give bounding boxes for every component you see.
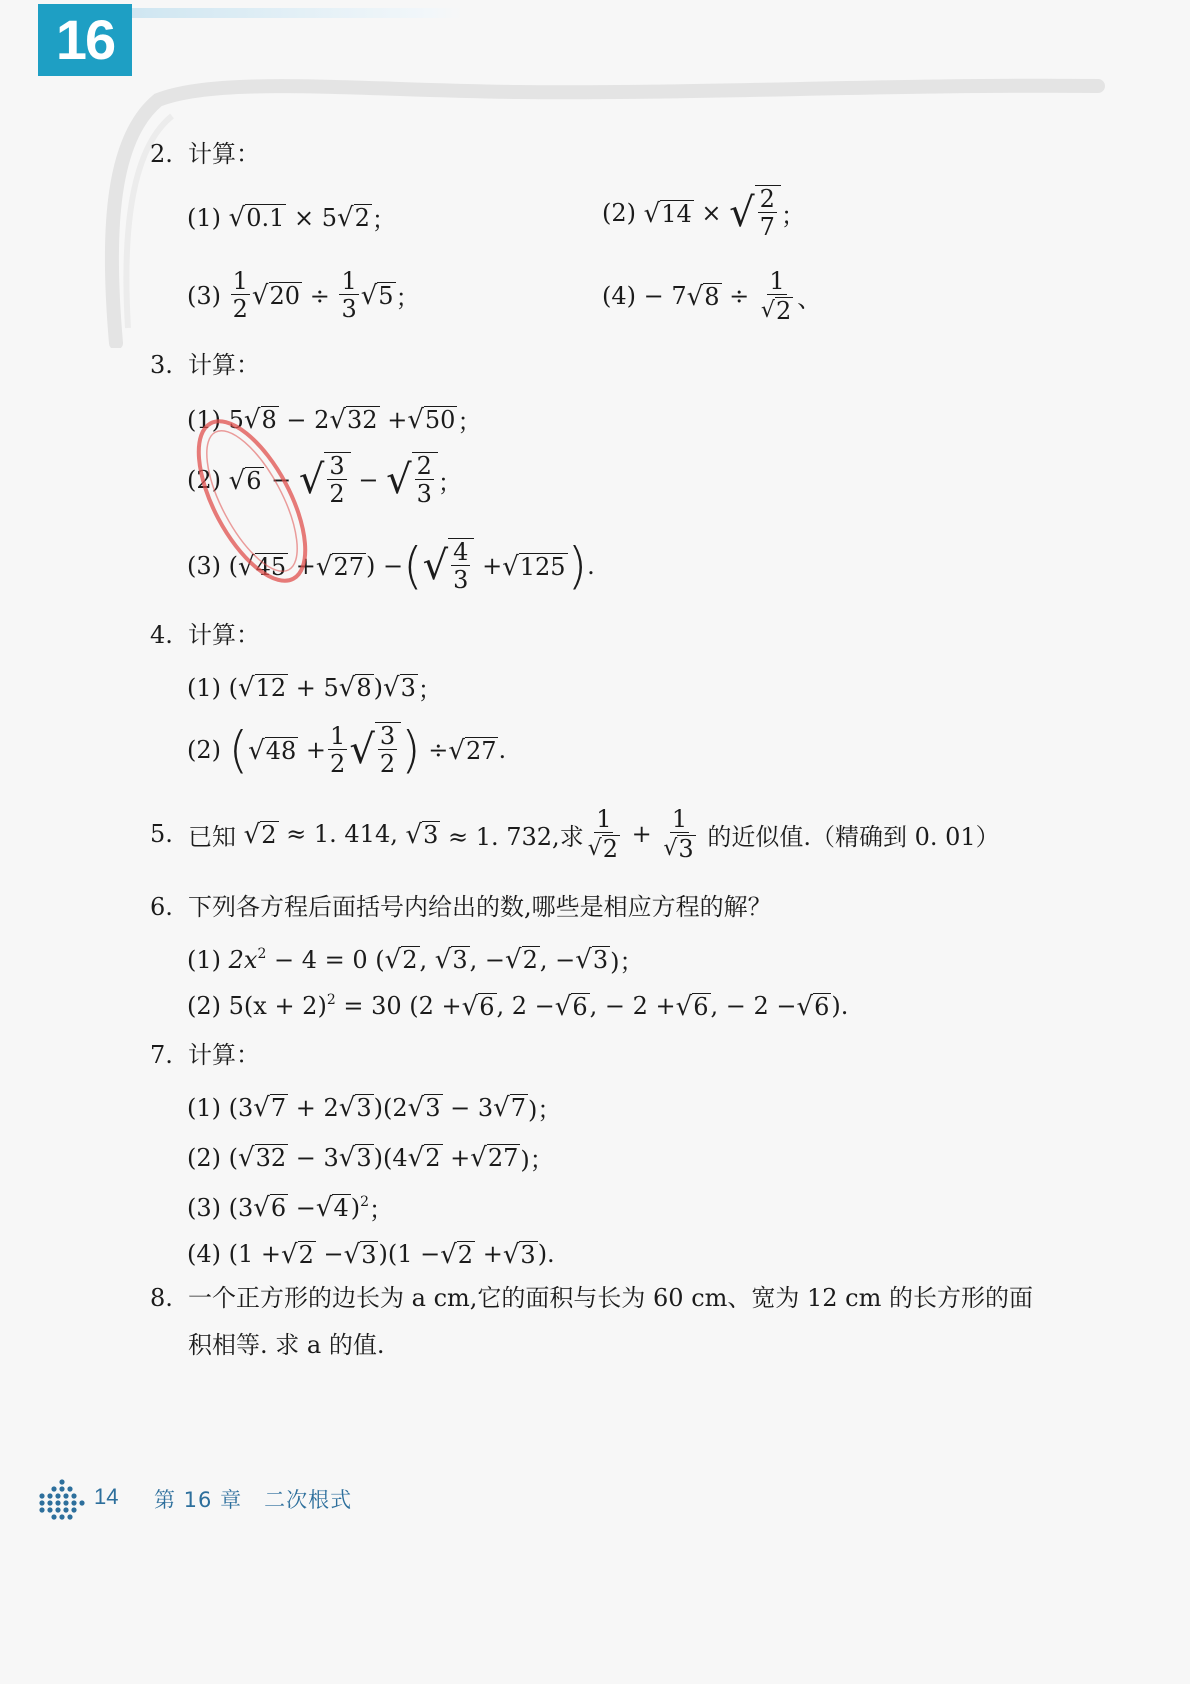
part-label: (2) xyxy=(187,466,221,494)
exercise-2-heading xyxy=(150,139,260,169)
exercise-7-part-3: (3) (3 √ 6 − √ 4 ) 2 ； xyxy=(187,1193,394,1224)
exercise-8: 8. 一个正方形的边长为 a cm,它的面积与长为 60 cm、宽为 12 cm 的长方形的面 xyxy=(150,1284,1034,1312)
exercise-2-part-2: (2) √ 14 × √ $\frac{2}{7}$ ； xyxy=(602,185,805,241)
sqrt-expression: √ 2 xyxy=(337,203,370,233)
dots-decoration-icon xyxy=(38,1478,86,1524)
sqrt-fraction: √ $\frac{2}{3}$ xyxy=(386,452,438,508)
exercise-3-part-1: (1) 5 √ 8 − 2 √ 32 + √ 50 ； xyxy=(187,405,482,436)
part-label: (3) xyxy=(187,1193,221,1222)
fraction: $\frac{1}{2}$ xyxy=(232,267,248,323)
exercise-5: 5. 已知 √ 2 ≈ 1. 414, √ 3 ≈ 1. 732,求 1 √ 2 + 1 √ 3 的近似值.（精确到 0. 01） xyxy=(150,805,1000,863)
part-label: (2) xyxy=(602,199,636,227)
part-label: (2) xyxy=(187,736,221,764)
part-label: (1) xyxy=(187,945,221,974)
exercise-3-part-2: (2) √ 6 − √ $\frac{3}{2}$ − √ $\frac{2}{3}$ ； xyxy=(187,452,462,508)
exercise-2-part-3: (3) $\frac{1}{2}$ √ 20 ÷ $\frac{1}{3}$ √ 5 ； xyxy=(187,267,420,323)
part-label: (1) xyxy=(187,203,221,232)
exercise-8-line-2: 积相等. 求 a 的值. xyxy=(188,1331,385,1359)
sqrt-expression: √ 8 xyxy=(686,281,720,312)
fraction: 1 √ 2 xyxy=(587,805,618,863)
sqrt-fraction: √ $\frac{4}{3}$ xyxy=(423,538,475,594)
exercise-7-part-1: (1) (3 √ 7 + 2 √ 3 )(2 √ 3 − 3 √ 7 )； xyxy=(187,1093,562,1124)
exercise-6-heading: 6. 下列各方程后面括号内给出的数,哪些是相应方程的解？ xyxy=(150,893,772,921)
part-label: (4) xyxy=(187,1240,221,1268)
chapter-badge: 16 xyxy=(38,4,132,76)
exercise-3-part-3: (3) ( √ 45 + √ 27 ) − ( √ $\frac{4}{3}$ + √ 125 ) . xyxy=(187,537,595,595)
exercise-4-part-1: (1) ( √ 12 + 5 √ 8 ) √ 3 ； xyxy=(187,673,442,704)
sqrt-expression: √ 20 xyxy=(251,281,301,311)
header-band xyxy=(132,8,462,18)
exercise-6-part-2: (2) 5(x + 2) 2 = 30 (2 + √ 6 , 2 − √ 6 , − 2 + √ 6 , − 2 − √ 6 ). xyxy=(187,991,849,1022)
sqrt-expression: √ 0.1 xyxy=(228,203,285,233)
exercise-4-heading: 4. 计算： xyxy=(150,621,260,649)
exercise-7-heading: 7. 计算： xyxy=(150,1041,260,1069)
part-label: (1) xyxy=(187,673,221,702)
part-label: (4) xyxy=(602,282,636,310)
exercise-6-part-1: (1) 2x 2 − 4 = 0 ( √ 2 , √ 3 , − √ 2 , − √ 3 )； xyxy=(187,945,644,976)
part-label: (3) xyxy=(187,281,221,310)
fraction: $\frac{1}{2}$ xyxy=(330,721,346,778)
part-label: (2) xyxy=(187,1143,221,1172)
exercise-2-part-1: (1) √ 0.1 × 5 √ 2 ； xyxy=(187,203,396,234)
exercise-prompt: 计算： xyxy=(188,140,260,168)
part-label: (1) xyxy=(187,1093,221,1122)
page-number: 14 xyxy=(94,1484,119,1509)
chapter-title: 第 16 章 二次根式 xyxy=(154,1488,353,1512)
sqrt-fraction: √ $\frac{3}{2}$ xyxy=(349,722,401,778)
sqrt-expression: √ 14 xyxy=(643,198,692,229)
exercise-2-part-4: (4) − 7 √ 8 ÷ 1 √ 2 、 xyxy=(602,267,822,325)
part-label: (3) xyxy=(187,552,221,580)
page-footer xyxy=(38,1478,438,1528)
part-label: (1) xyxy=(187,405,221,434)
exercise-3-heading: 3. 计算： xyxy=(150,351,260,379)
exercise-7-part-4: (4) (1 + √ 2 − √ 3 )(1 − √ 2 + √ 3 ). xyxy=(187,1239,555,1270)
sqrt-fraction: √ $\frac{2}{7}$ xyxy=(729,185,781,241)
fraction: 1 √ 3 xyxy=(663,805,694,863)
fraction: 1 √ 2 xyxy=(760,267,792,325)
exercise-number: 2. xyxy=(150,140,173,168)
sqrt-expression: √ 5 xyxy=(360,281,394,311)
exercise-4-part-2: (2) ( √ 48 + $\frac{1}{2}$ √ $\frac{3}{2}$ ) ÷ √ 27 . xyxy=(187,721,507,779)
sqrt-fraction: √ $\frac{3}{2}$ xyxy=(299,452,351,508)
fraction: $\frac{1}{3}$ xyxy=(341,267,357,323)
part-label: (2) xyxy=(187,992,221,1020)
exercise-7-part-2: (2) ( √ 32 − 3 √ 3 )(4 √ 2 + √ 27 )； xyxy=(187,1143,554,1174)
